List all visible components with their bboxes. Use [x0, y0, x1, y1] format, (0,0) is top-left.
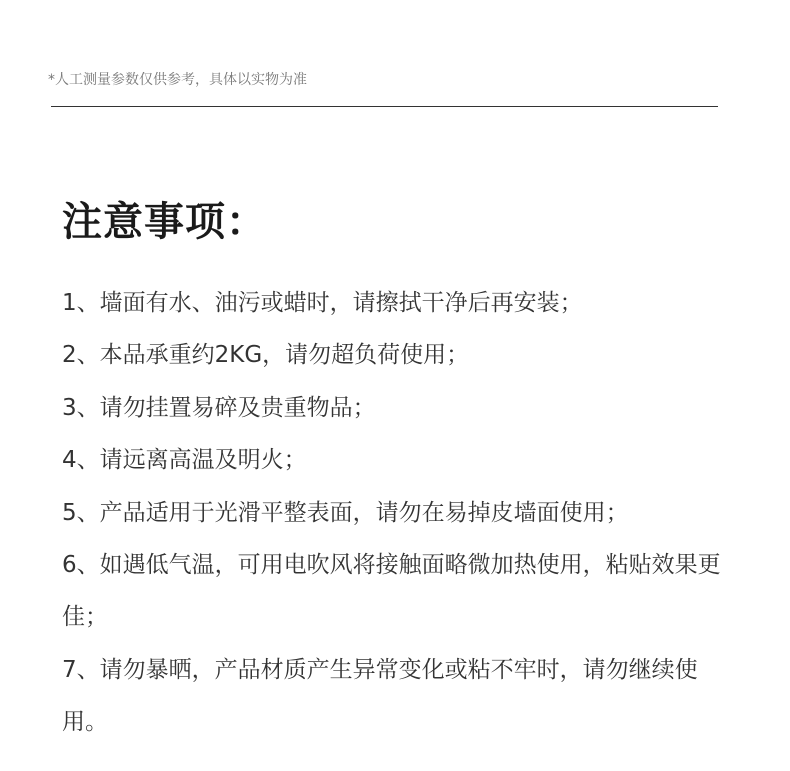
- divider-line: [51, 106, 718, 107]
- precaution-item-5: 5、产品适用于光滑平整表面，请勿在易掉皮墙面使用；: [62, 499, 629, 526]
- section-title: 注意事项：: [62, 199, 267, 245]
- precaution-item-2: 2、本品承重约2KG，请勿超负荷使用；: [62, 342, 470, 369]
- precaution-item-1: 1、墙面有水、油污或蜡时，请擦拭干净后再安装；: [62, 290, 583, 316]
- precaution-item-7: 7、请勿暴晒，产品材质产生异常变化或粘不牢时，请勿继续使用。: [62, 656, 698, 736]
- precaution-item-6: 6、如遇低气温，可用电吹风将接触面略微加热使用，粘贴效果更佳；: [62, 552, 721, 631]
- precautions-list: [62, 277, 732, 749]
- measurement-disclaimer: *人工测量参数仅供参考，具体以实物为准: [48, 72, 307, 88]
- precaution-item-3: 3、请勿挂置易碎及贵重物品；: [62, 394, 376, 421]
- precaution-item-4: 4、请远离高温及明火；: [62, 447, 307, 474]
